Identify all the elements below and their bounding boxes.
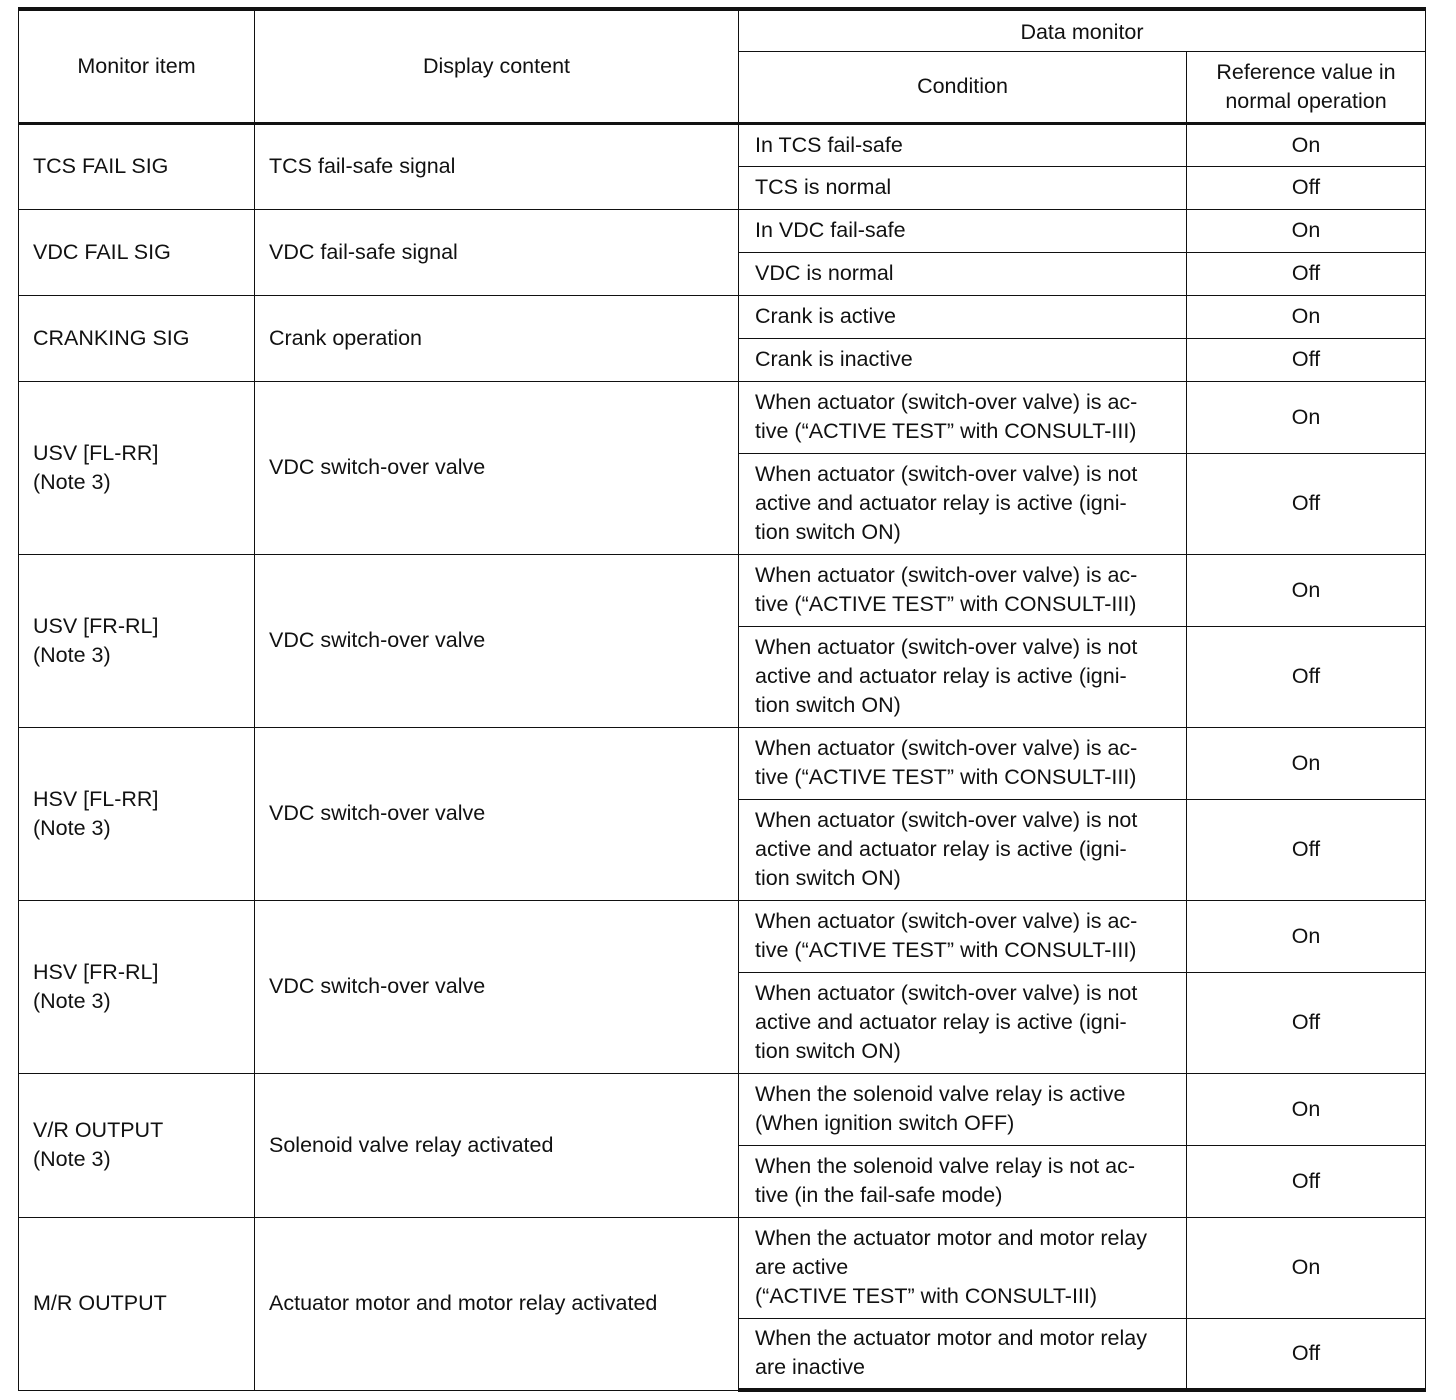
display-content-cell: Solenoid valve relay activated — [255, 1073, 739, 1217]
display-content-cell: Actuator motor and motor relay activated — [255, 1217, 739, 1390]
condition-cell: When the solenoid valve relay is active (When ignition switch OFF) — [739, 1073, 1187, 1145]
condition-cell: TCS is normal — [739, 166, 1187, 209]
reference-value-cell: On — [1187, 295, 1426, 338]
display-content-cell: VDC switch-over valve — [255, 554, 739, 727]
table-row — [19, 1073, 1426, 1145]
display-content-cell: TCS fail-safe signal — [255, 123, 739, 209]
display-content-cell: VDC switch-over valve — [255, 727, 739, 900]
table-row — [19, 295, 1426, 338]
header-monitor-item: Monitor item — [19, 9, 255, 123]
condition-cell: When actuator (switch-over valve) is ac- tive (“ACTIVE TEST” with CONSULT-III) — [739, 554, 1187, 626]
display-content-cell: VDC switch-over valve — [255, 900, 739, 1073]
display-content-cell: VDC switch-over valve — [255, 381, 739, 554]
data-monitor-table — [18, 7, 1426, 1392]
reference-value-cell: On — [1187, 209, 1426, 252]
condition-cell: In TCS fail-safe — [739, 123, 1187, 166]
condition-cell: When actuator (switch-over valve) is ac- tive (“ACTIVE TEST” with CONSULT-III) — [739, 381, 1187, 453]
reference-value-cell: Off — [1187, 166, 1426, 209]
condition-cell: Crank is inactive — [739, 338, 1187, 381]
monitor-item-cell: M/R OUTPUT — [19, 1217, 255, 1390]
reference-value-cell: Off — [1187, 338, 1426, 381]
data-monitor-table-container — [18, 7, 1425, 1392]
monitor-item-cell: HSV [FL-RR] (Note 3) — [19, 727, 255, 900]
reference-value-cell: On — [1187, 554, 1426, 626]
condition-cell: When actuator (switch-over valve) is not active and actuator relay is active (igni- tion switch ON) — [739, 626, 1187, 727]
monitor-item-cell: HSV [FR-RL] (Note 3) — [19, 900, 255, 1073]
reference-value-cell: Off — [1187, 252, 1426, 295]
table-row — [19, 209, 1426, 252]
monitor-item-cell: USV [FL-RR] (Note 3) — [19, 381, 255, 554]
condition-cell: When actuator (switch-over valve) is not active and actuator relay is active (igni- tion switch ON) — [739, 799, 1187, 900]
table-row — [19, 123, 1426, 166]
condition-cell: Crank is active — [739, 295, 1187, 338]
table-row — [19, 1217, 1426, 1318]
condition-cell: When actuator (switch-over valve) is ac- tive (“ACTIVE TEST” with CONSULT-III) — [739, 900, 1187, 972]
reference-value-cell: On — [1187, 900, 1426, 972]
condition-cell: When the solenoid valve relay is not ac- tive (in the fail-safe mode) — [739, 1145, 1187, 1217]
monitor-item-cell: USV [FR-RL] (Note 3) — [19, 554, 255, 727]
condition-cell: In VDC fail-safe — [739, 209, 1187, 252]
display-content-cell: Crank operation — [255, 295, 739, 381]
reference-value-cell: Off — [1187, 453, 1426, 554]
header-display-content: Display content — [255, 9, 739, 123]
condition-cell: When actuator (switch-over valve) is ac- tive (“ACTIVE TEST” with CONSULT-III) — [739, 727, 1187, 799]
header-condition: Condition — [739, 51, 1187, 123]
condition-cell: When the actuator motor and motor relay are active (“ACTIVE TEST” with CONSULT-III) — [739, 1217, 1187, 1318]
table-row — [19, 554, 1426, 626]
condition-cell: When the actuator motor and motor relay are inactive — [739, 1318, 1187, 1390]
reference-value-cell: Off — [1187, 626, 1426, 727]
reference-value-cell: Off — [1187, 799, 1426, 900]
header-reference-value: Reference value in normal operation — [1187, 51, 1426, 123]
reference-value-cell: On — [1187, 1217, 1426, 1318]
table-body — [19, 123, 1426, 1390]
reference-value-cell: Off — [1187, 972, 1426, 1073]
condition-cell: VDC is normal — [739, 252, 1187, 295]
reference-value-cell: On — [1187, 727, 1426, 799]
reference-value-cell: On — [1187, 1073, 1426, 1145]
header-data-monitor: Data monitor — [739, 9, 1426, 51]
monitor-item-cell: V/R OUTPUT (Note 3) — [19, 1073, 255, 1217]
table-row — [19, 727, 1426, 799]
condition-cell: When actuator (switch-over valve) is not active and actuator relay is active (igni- tion switch ON) — [739, 972, 1187, 1073]
monitor-item-cell: VDC FAIL SIG — [19, 209, 255, 295]
display-content-cell: VDC fail-safe signal — [255, 209, 739, 295]
reference-value-cell: Off — [1187, 1145, 1426, 1217]
condition-cell: When actuator (switch-over valve) is not active and actuator relay is active (igni- tion switch ON) — [739, 453, 1187, 554]
monitor-item-cell: CRANKING SIG — [19, 295, 255, 381]
monitor-item-cell: TCS FAIL SIG — [19, 123, 255, 209]
reference-value-cell: On — [1187, 123, 1426, 166]
table-row — [19, 900, 1426, 972]
table-row — [19, 381, 1426, 453]
reference-value-cell: On — [1187, 381, 1426, 453]
reference-value-cell: Off — [1187, 1318, 1426, 1390]
